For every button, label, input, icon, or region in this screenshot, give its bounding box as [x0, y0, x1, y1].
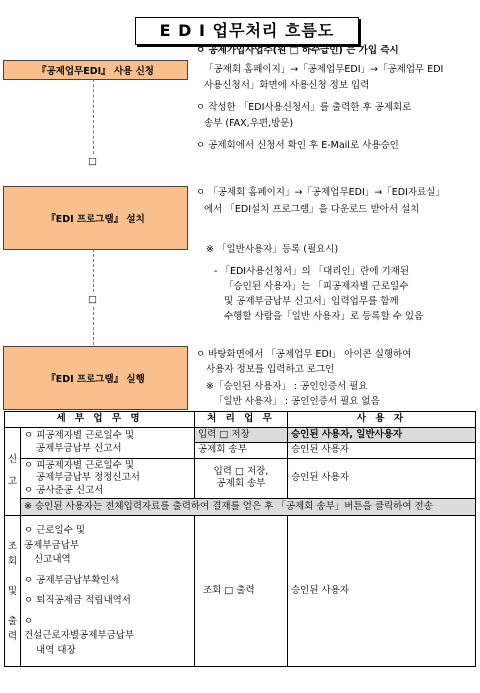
step-apply-line-3: 사용신청서」화면에 사용신청 정보 입력 — [204, 80, 370, 91]
step-run-box: 『EDI 프로그램』 실행 — [3, 346, 188, 410]
flow-connector — [93, 79, 94, 154]
flow-connector — [93, 249, 94, 292]
step-apply-box: 『공제업무EDI』 사용 신청 — [3, 60, 188, 80]
user-line: 승인된 사용자, 일반사용자 — [288, 428, 475, 444]
step-install-line-2: 에서 「EDI설치 프로그램」을 다운로드 받아서 설치 — [204, 204, 420, 215]
process-line: 공제회 송부 — [216, 478, 266, 490]
step-install-line-6: 및 공제부금납부 신고서」입력업무를 함께 — [224, 296, 399, 307]
step-install-box: 『EDI 프로그램』 설치 — [3, 186, 188, 250]
process-line: 조회 □ 출력 — [203, 584, 255, 596]
flow-marker: □ — [88, 294, 97, 305]
task-line: ㅇ 피공제자별 근로일수 및 — [24, 430, 135, 441]
step-install-line-5: 「승인된 사용자」는 「피공제자별 근로일수 — [224, 281, 409, 292]
step-apply-line-6: ㅇ 공제회에서 신청서 확인 후 E-Mail로 사용승인 — [196, 140, 399, 151]
page-title: E D I 업무처리 흐름도 — [135, 17, 359, 45]
task-cell — [21, 458, 195, 499]
step-install-line-1: ㅇ 「공제회 홈페이지」→「공제업무EDI」→「EDI자료실」 — [196, 187, 445, 198]
task-line: ㅇ 공사준공 신고서 — [24, 484, 104, 496]
user-cell — [288, 458, 476, 499]
task-line: 공제부금납부 신고서 — [36, 442, 122, 454]
process-line: 입력 □ 저장, — [213, 465, 269, 477]
task-table — [4, 411, 476, 667]
user-cell — [288, 427, 476, 458]
table-header-row — [5, 412, 476, 428]
send-note: ※ 승인된 사용자는 전체입력자료를 출력하여 결재를 얻은 후 「공제회 송부」버튼을 클릭하여 전송 — [21, 499, 476, 516]
task-line: 공제부금납부 정정신고서 — [36, 472, 140, 483]
step-install-line-4: - 「EDI사용신청서」의 「대리인」란에 기재된 — [214, 266, 410, 277]
task-line: 건설근로자별공제부금납부 — [24, 630, 135, 641]
table-note-row — [5, 499, 476, 516]
header-process: 처 리 업 무 — [195, 412, 288, 428]
task-cell — [21, 427, 195, 458]
process-line: 공제회 송부 — [198, 444, 247, 455]
user-cell — [288, 516, 476, 667]
user-line: 승인된 사용자 — [291, 584, 350, 596]
task-line: 공제부금납부 — [24, 539, 80, 551]
task-line: 신고내역 — [34, 554, 71, 565]
user-line: 승인된 사용자 — [291, 472, 350, 483]
task-line: ㅇ 피공제자별 근로일수 및 — [24, 459, 135, 471]
flow-connector — [93, 307, 94, 345]
header-user: 사 용 자 — [288, 412, 476, 428]
step-install-line-7: 수행할 사람을「일반 사용자」로 등록할 수 있음 — [224, 311, 424, 322]
step-run-line-3: ※「승인된 사용자」 : 공인인증서 필요 — [206, 381, 368, 392]
table-row — [5, 427, 476, 458]
header-task: 세 부 업 무 명 — [5, 412, 195, 428]
step-apply-line-2: 「공제회 홈페이지」→「공제업무EDI」→「공제업무 EDI — [204, 64, 444, 75]
step-run-line-1: ㅇ 바탕화면에서 「공제업무 EDI」 아이콘 실행하여 — [196, 349, 412, 360]
task-cell — [21, 516, 195, 667]
task-line: 내역 대장 — [36, 644, 76, 656]
task-line: ㅇ 근로일수 및 — [24, 525, 86, 536]
table-row — [5, 458, 476, 499]
user-line: 승인된 사용자 — [291, 444, 350, 455]
table-row — [5, 516, 476, 667]
group-label-report: 신 고 — [5, 427, 21, 516]
step-apply-line-4: ㅇ 작성한 「EDI사용신청서」를 출력한 후 공제회로 — [196, 102, 412, 113]
process-cell — [195, 458, 288, 499]
task-line: ㅇ 퇴직공제금 적립내역서 — [24, 595, 131, 606]
flow-marker: □ — [88, 156, 97, 167]
step-apply-line-1: ㅇ 공제가입사업주(원 □ 하수급인) 는 가입 즉시 — [196, 45, 399, 56]
task-line: ㅇ 공제부금납부확인서 — [24, 574, 119, 586]
step-run-line-2: 사용자 정보를 입력하고 로그인 — [206, 364, 335, 375]
process-cell — [195, 427, 288, 458]
process-cell — [195, 516, 288, 667]
step-run-line-4: 「일반 사용자」 : 공인인증서 필요 없음 — [214, 396, 380, 407]
step-install-line-3: ※ 「일반사용자」등록 (필요시) — [206, 244, 339, 255]
step-apply-line-5: 송부 (FAX,우편,방문) — [204, 118, 294, 129]
task-line: ㅇ — [24, 615, 34, 627]
group-label-inquiry: 조 회 및 출 력 — [5, 516, 21, 667]
process-line: 입력 □ 저장 — [195, 428, 287, 444]
